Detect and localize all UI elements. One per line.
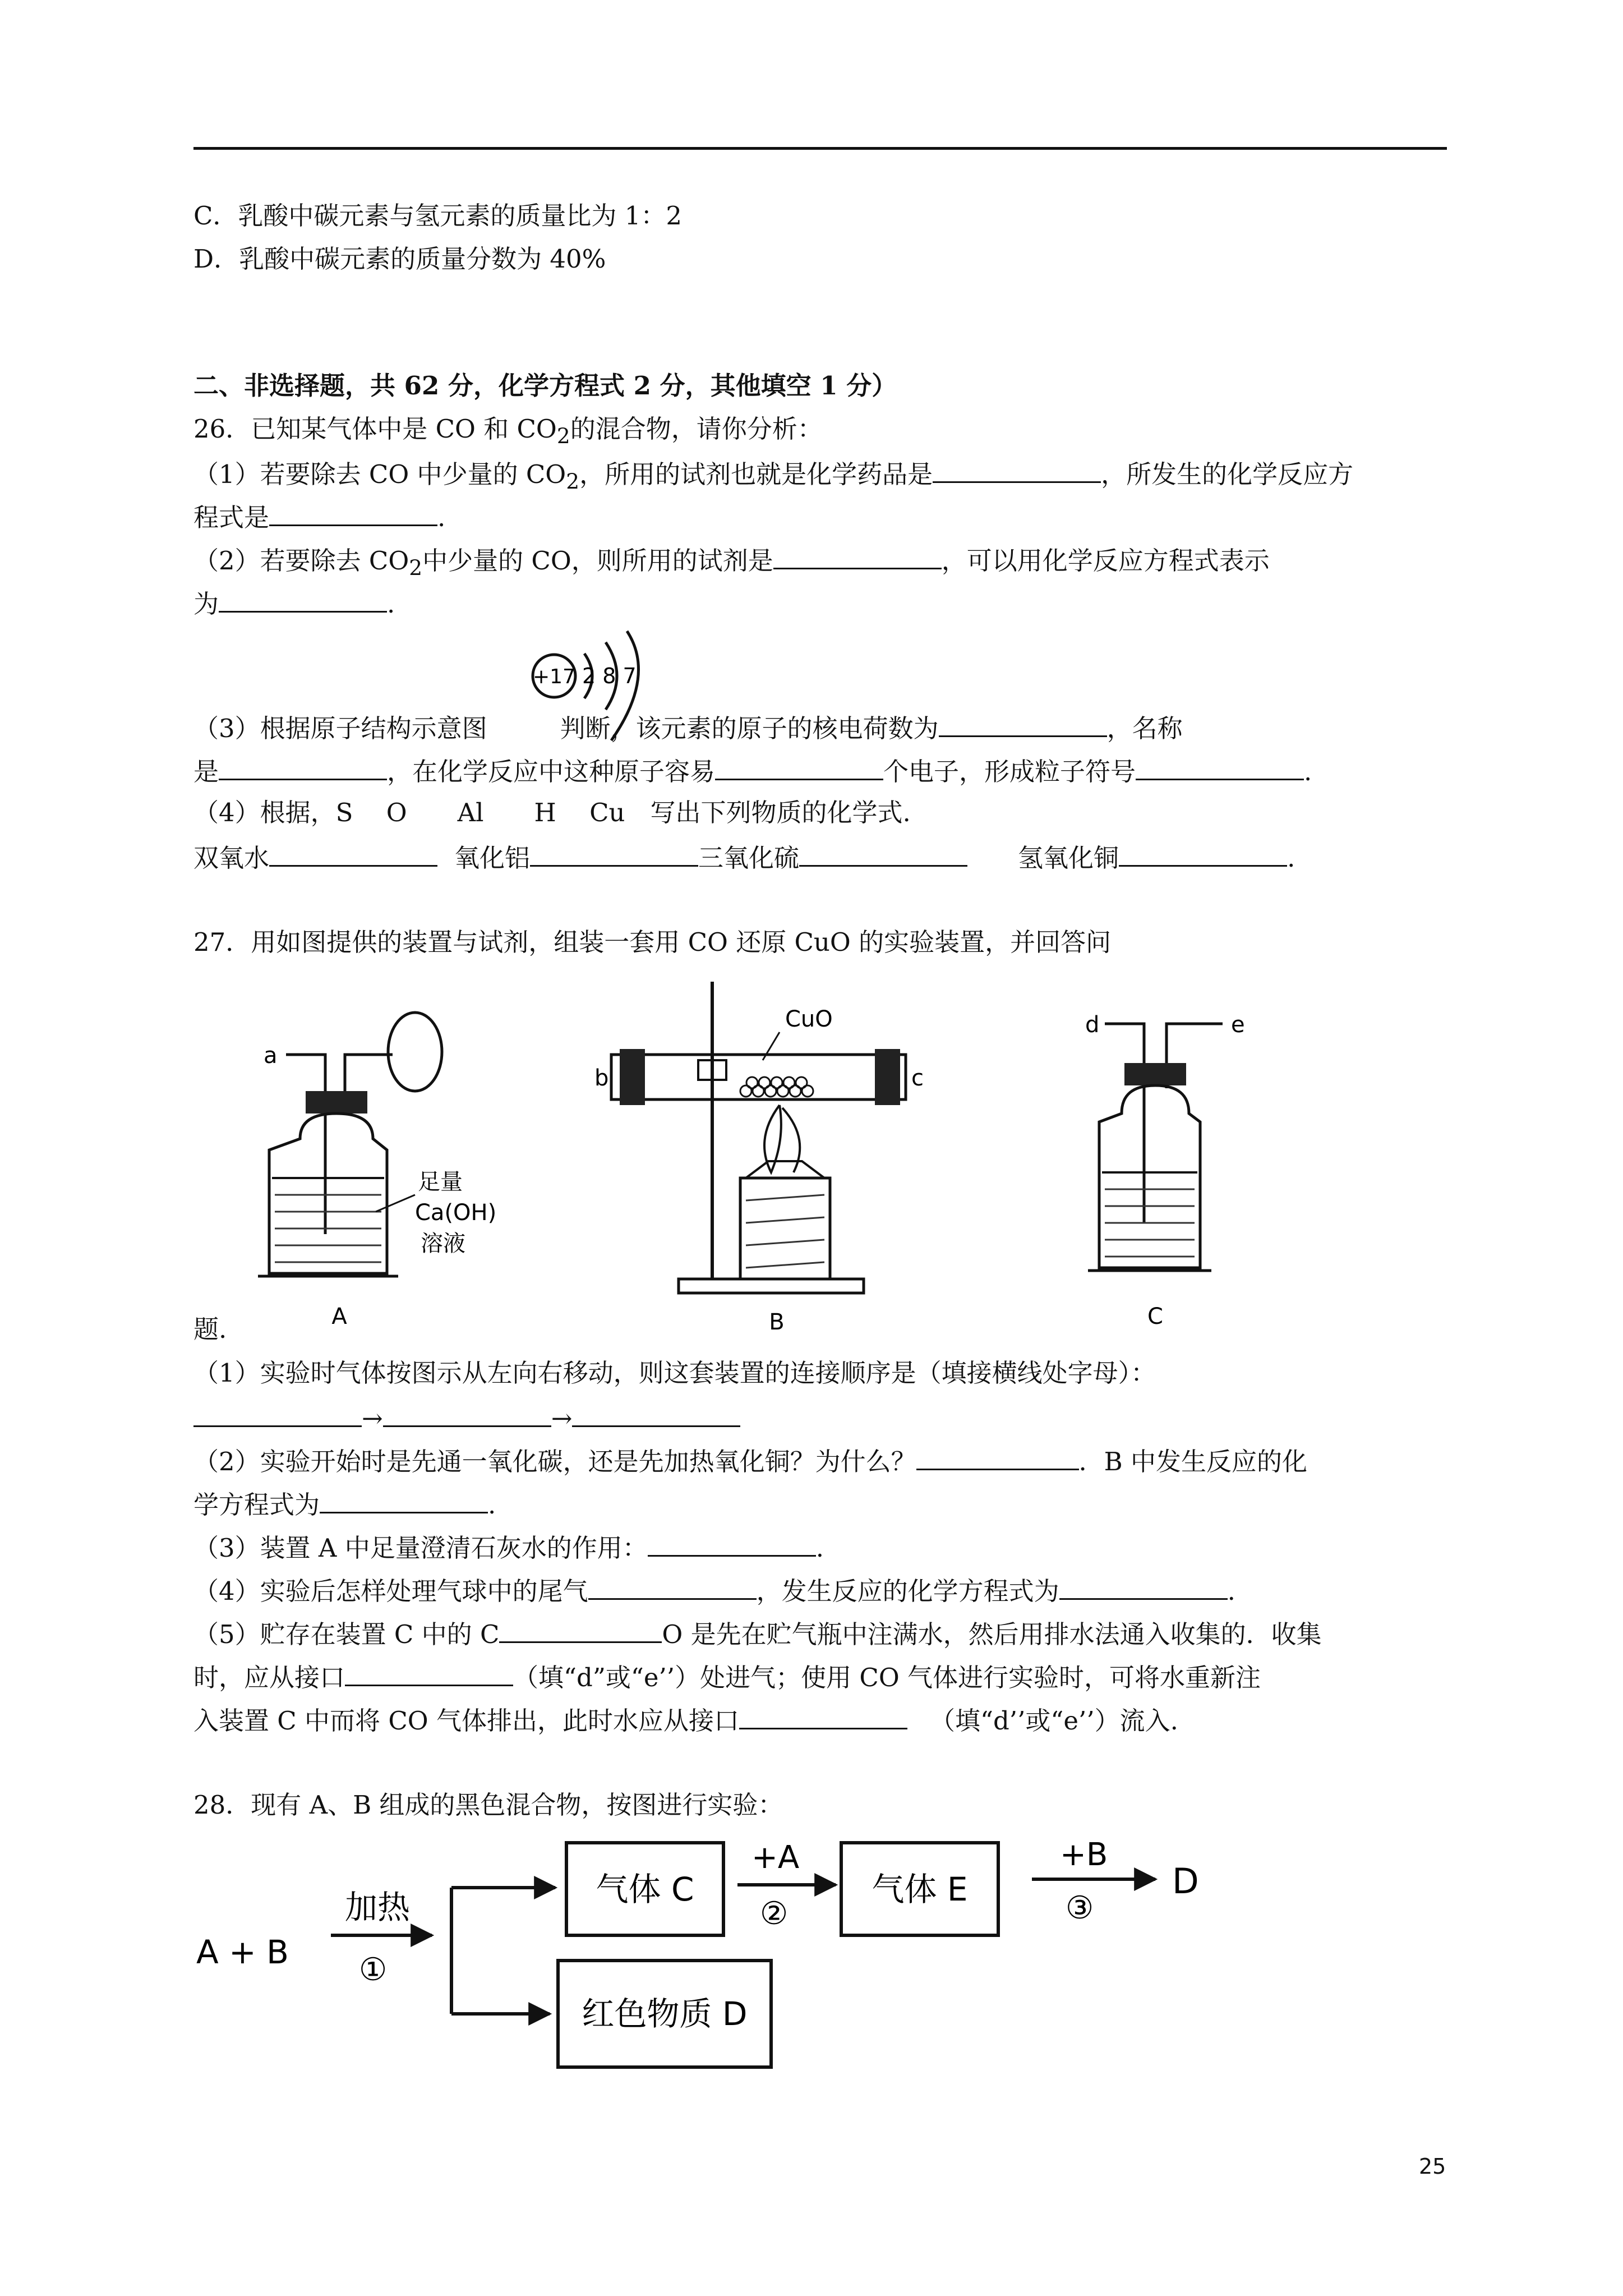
apparatus-a: [258, 1013, 496, 1329]
q27-part5-line2: 时，应从接口 （填“d”或“e’’）处进气；使用 CO 气体进行实验时，可将水重新注: [193, 1659, 1261, 1695]
caption-c: C: [1147, 1304, 1163, 1329]
answer-blank[interactable]: [269, 499, 437, 526]
q27-part5-line3: 入装置 C 中而将 CO 气体排出，此时水应从接口 （填“d’’或“e’’）流入.: [193, 1702, 1178, 1738]
section-heading: 二、非选择题，共 62 分，化学方程式 2 分，其他填空 1 分）: [193, 371, 897, 401]
header-rule: [193, 147, 1447, 150]
answer-blank[interactable]: [715, 753, 883, 780]
nucleus-charge: +17: [533, 665, 575, 688]
caption-b: B: [769, 1309, 785, 1335]
balloon: [388, 1013, 442, 1091]
answer-blank[interactable]: [933, 455, 1101, 483]
electron-shells: 2 8 7: [582, 664, 637, 688]
q26-part3-line1: （3）根据原子结构示意图 判断，该元素的原子的核电荷数为 ，名称: [193, 710, 1183, 746]
option-d: D．乳酸中碳元素的质量分数为 40%: [193, 244, 606, 274]
flow-start: A + B: [196, 1933, 289, 1971]
answer-blank[interactable]: [383, 1400, 551, 1427]
reagent-amount: 足量: [418, 1169, 463, 1195]
answer-blank[interactable]: [320, 1486, 488, 1513]
flow-plus-b: +B: [1060, 1837, 1108, 1873]
q27-part1: （1）实验时气体按图示从左向右移动，则这套装置的连接顺序是（填接横线处字母）：: [193, 1358, 1156, 1388]
flow-gas-e: 气体 E: [872, 1870, 968, 1908]
q26-part3-line2: 是 ，在化学反应中这种原子容易 个电子，形成粒子符号 .: [193, 753, 1312, 789]
flow-plus-a: +A: [751, 1839, 800, 1876]
answer-blank[interactable]: [1059, 1572, 1228, 1600]
flow-red-d: 红色物质 D: [582, 1995, 748, 2033]
option-c: C．乳酸中碳元素与氢元素的质量比为 1：2: [193, 201, 682, 231]
port-c-label: c: [911, 1065, 924, 1091]
apparatus-c: [1085, 1012, 1245, 1329]
answer-blank[interactable]: [219, 753, 387, 780]
port-e-label: e: [1231, 1012, 1245, 1038]
flow-step1: ①: [359, 1952, 388, 1988]
answer-blank[interactable]: [499, 1616, 662, 1643]
answer-blank[interactable]: [588, 1572, 757, 1600]
q26-part4-answers: 双氧水 氧化铝 三氧化硫 氢氧化铜 .: [193, 839, 1295, 875]
q26-part2-line1: （2）若要除去 $CO_2$中少量的 CO，则所用的试剂是 ，可以用化学反应方程式表示: [193, 542, 1270, 585]
reagent-solution: 溶液: [421, 1231, 465, 1257]
page-number: 25: [1419, 2154, 1446, 2179]
flow-step2: ②: [760, 1895, 789, 1932]
flow-end-d: D: [1172, 1861, 1199, 1902]
stand-base: [679, 1279, 864, 1293]
answer-blank[interactable]: [648, 1529, 816, 1557]
flow-step3: ③: [1066, 1890, 1094, 1926]
q26-part1-line2: 程式是 .: [193, 499, 445, 535]
q26-stem: 26．已知某气体中是 CO 和 $CO_2$的混合物，请你分析：: [193, 414, 823, 448]
q27-part4: （4）实验后怎样处理气球中的尾气 ，发生反应的化学方程式为 .: [193, 1572, 1235, 1608]
q28-stem: 28．现有 A、B 组成的黑色混合物，按图进行实验：: [193, 1790, 783, 1820]
answer-blank[interactable]: [799, 839, 967, 867]
answer-blank[interactable]: [916, 1443, 1079, 1470]
stopper: [306, 1091, 367, 1114]
q27-stem: 27．用如图提供的装置与试剂，组装一套用 CO 还原 CuO 的实验装置，并回答问: [193, 927, 1112, 957]
reaction-tube: [611, 1055, 906, 1099]
flow-heat: 加热: [345, 1888, 411, 1926]
alcohol-lamp: [740, 1178, 830, 1279]
q26-part2-line2: 为 .: [193, 585, 395, 621]
flow-diagram: [185, 1834, 1307, 2081]
answer-blank[interactable]: [1119, 839, 1287, 867]
answer-blank[interactable]: [345, 1659, 513, 1686]
answer-blank[interactable]: [939, 710, 1107, 737]
answer-blank[interactable]: [530, 839, 698, 867]
q27-stem-end: 题.: [193, 1314, 227, 1344]
q27-part5-line1: （5）贮存在装置 C 中的 C O 是先在贮气瓶中注满水，然后用排水法通入收集的．收集: [193, 1616, 1322, 1651]
cuo-label: CuO: [785, 1006, 833, 1032]
q26-part1-line1: （1）若要除去 CO 中少量的 $CO_2$，所用的试剂也就是化学药品是 ，所发生的化学反应方: [193, 455, 1353, 498]
answer-blank[interactable]: [773, 542, 942, 569]
q27-part2-line1: （2）实验开始时是先通一氧化碳，还是先加热氧化铜？为什么？ ．B 中发生反应的化: [193, 1443, 1307, 1479]
port-a-label: a: [264, 1043, 278, 1069]
flow-gas-c: 气体 C: [596, 1870, 694, 1908]
q27-part1-answers: → →: [193, 1400, 740, 1435]
answer-blank[interactable]: [572, 1400, 740, 1427]
answer-blank[interactable]: [269, 839, 437, 867]
answer-blank[interactable]: [219, 585, 387, 613]
q26-part4: （4）根据，S O Al H Cu 写出下列物质的化学式.: [193, 798, 911, 827]
answer-blank[interactable]: [193, 1400, 362, 1427]
apparatus-b: [594, 982, 924, 1335]
port-b-label: b: [594, 1065, 609, 1091]
q27-part2-line2: 学方程式为 .: [193, 1486, 496, 1522]
caption-a: A: [331, 1304, 347, 1329]
q27-part3: （3）装置 A 中足量澄清石灰水的作用： .: [193, 1529, 824, 1565]
port-d-label: d: [1085, 1012, 1100, 1038]
answer-blank[interactable]: [1136, 753, 1304, 780]
reagent-formula: Ca(OH): [415, 1200, 497, 1226]
answer-blank[interactable]: [739, 1702, 907, 1729]
apparatus-figure: [247, 970, 1481, 1341]
